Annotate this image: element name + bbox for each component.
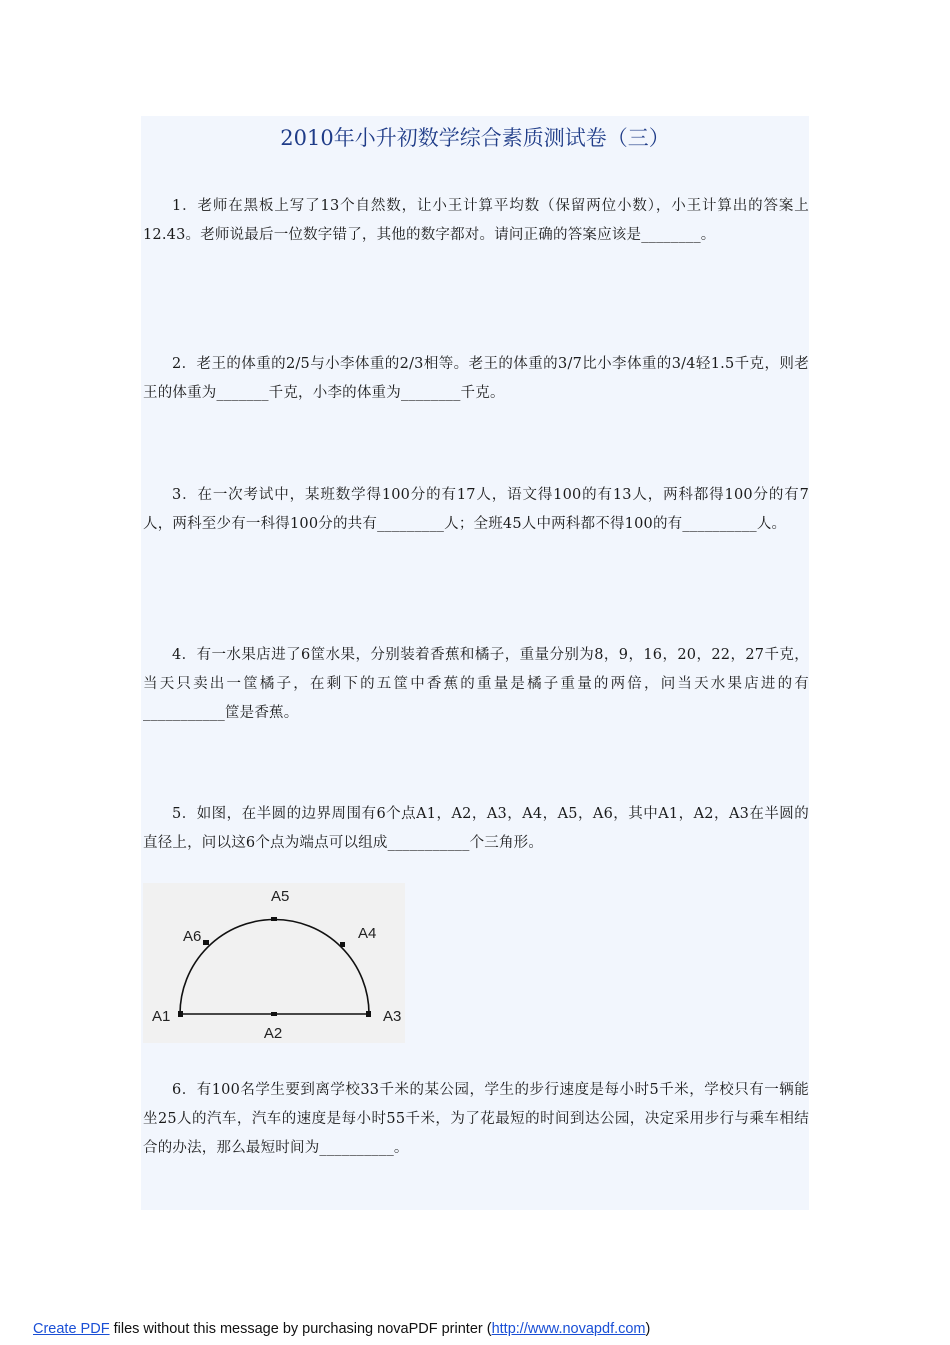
- pdf-footer: [33, 1321, 650, 1337]
- semicircle-arc: [180, 920, 369, 1015]
- semicircle-figure: [143, 883, 405, 1043]
- question-3: 3．在一次考试中，某班数学得100分的有17人，语文得100的有13人，两科都得100分的有7人，两科至少有一科得100分的共有_________人；全班45人中两科都不得100的有__________人。: [143, 487, 809, 532]
- create-pdf-link[interactable]: Create PDF: [33, 1321, 110, 1337]
- label-a1: A1: [152, 1008, 171, 1025]
- question-4: 4．有一水果店进了6筐水果，分别装着香蕉和橘子，重量分别为8，9，16，20，22，27千克，当天只卖出一筐橘子，在剩下的五筐中香蕉的重量是橘子重量的两倍，问当天水果店进的有___________筐是香蕉。: [143, 647, 809, 721]
- footer-close-paren: ): [645, 1321, 651, 1337]
- question-1: 1．老师在黑板上写了13个自然数，让小王计算平均数（保留两位小数），小王计算出的答案上12.43。老师说最后一位数字错了，其他的数字都对。请问正确的答案应该是________。: [143, 198, 809, 243]
- point-a4: [340, 942, 345, 947]
- point-a1: [178, 1011, 183, 1017]
- question-6: 6．有100名学生要到离学校33千米的某公园，学生的步行速度是每小时5千米，学校只有一辆能坐25人的汽车，汽车的速度是每小时55千米，为了花最短的时间到达公园，决定采用步行与乘车相结合的办法，那么最短时间为__________。: [143, 1082, 809, 1156]
- point-a3: [366, 1011, 371, 1017]
- label-a3: A3: [383, 1008, 402, 1025]
- question-2: 2．老王的体重的2/5与小李体重的2/3相等。老王的体重的3/7比小李体重的3/4轻1.5千克，则老王的体重为_______千克，小李的体重为________千克。: [143, 356, 809, 401]
- point-a6: [203, 940, 209, 945]
- document-title: 2010年小升初数学综合素质测试卷（三）: [280, 126, 670, 150]
- point-a5: [271, 917, 277, 921]
- label-a2: A2: [263, 1025, 283, 1042]
- label-a5: A5: [271, 888, 290, 905]
- point-a2: [271, 1012, 277, 1016]
- label-a6: A6: [183, 928, 202, 945]
- label-a4: A4: [358, 925, 377, 942]
- novapdf-url-link[interactable]: http://www.novapdf.com: [491, 1321, 646, 1337]
- question-5: 5．如图，在半圆的边界周围有6个点A1，A2，A3，A4，A5，A6，其中A1，A2，A3在半圆的直径上，问以这6个点为端点可以组成___________个三角形。: [143, 806, 809, 851]
- footer-text: files without this message by purchasing novaPDF printer (: [109, 1321, 492, 1337]
